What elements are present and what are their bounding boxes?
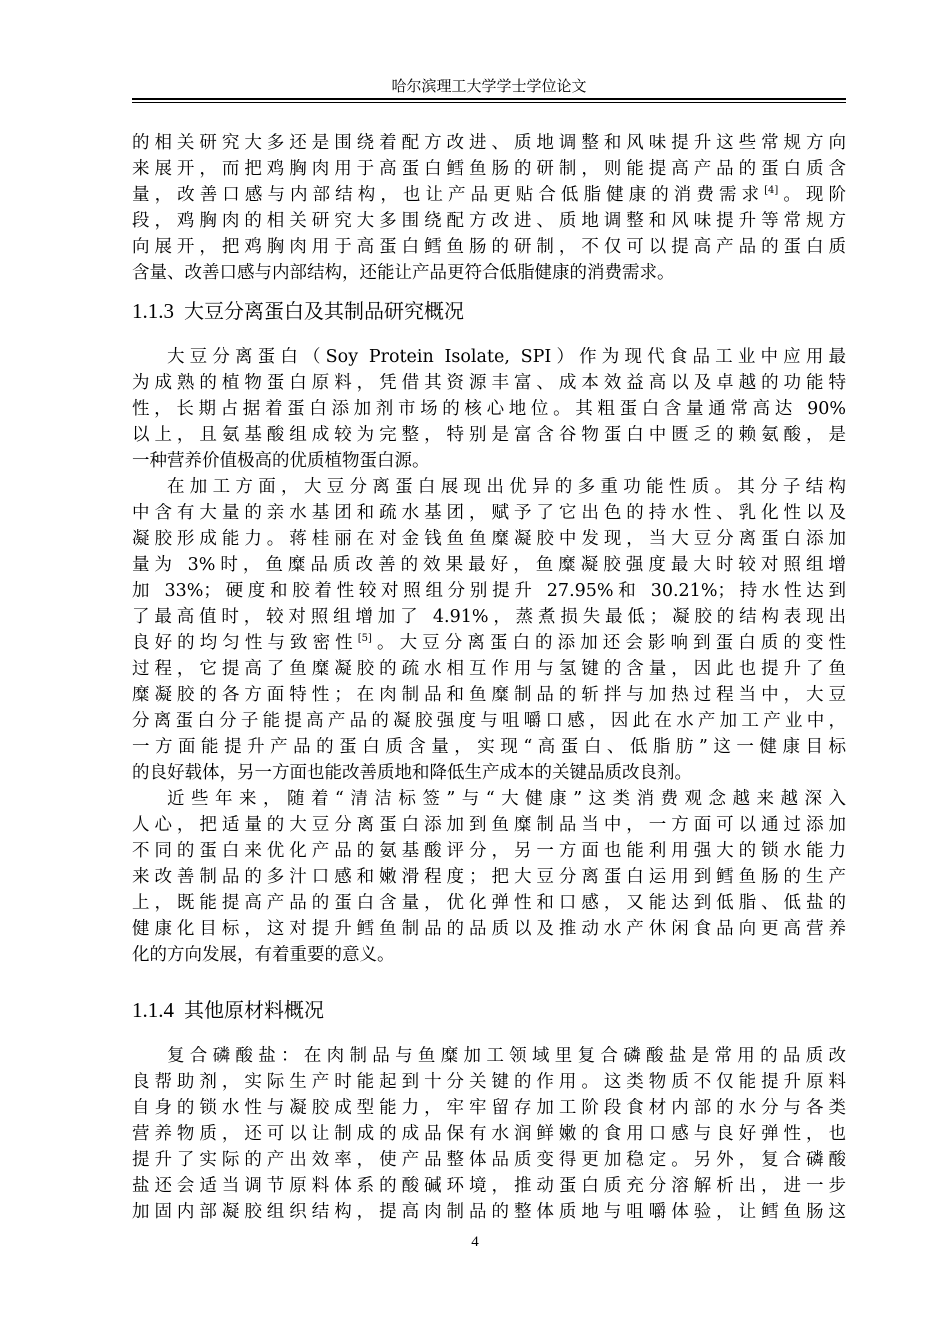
text-line bbox=[132, 630, 846, 656]
page-number: 4 bbox=[471, 1234, 479, 1250]
text-line: 分离蛋白分子能提高产品的凝胶强度与咀嚼口感，因此在水产加工产业中， bbox=[132, 711, 846, 731]
text-line: 了最高值时，较对照组增加了 4.91%，蒸煮损失最低；凝胶的结构表现出 bbox=[132, 607, 846, 627]
text-line: 的相关研究大多还是围绕着配方改进、质地调整和风味提升这些常规方向 bbox=[132, 133, 846, 153]
section-title: 其他原材料概况 bbox=[184, 998, 324, 1022]
citation-ref: [4] bbox=[764, 185, 779, 197]
text-line: 一种营养价值极高的优质植物蛋白源。 bbox=[132, 451, 430, 471]
text-segment: 。大豆分离蛋白的添加还会影响到蛋白质的变性 bbox=[371, 633, 847, 653]
text-line: 近些年来，随着“清洁标签”与“大健康”这类消费观念越来越深入 bbox=[167, 789, 846, 809]
spi-paragraph-3 bbox=[132, 786, 846, 968]
section-number: 1.1.3 bbox=[132, 299, 174, 323]
running-header: 哈尔滨理工大学学士学位论文 bbox=[391, 77, 587, 95]
section-heading-1-1-4 bbox=[132, 996, 846, 1024]
spi-paragraph-2 bbox=[132, 474, 846, 786]
text-line: 提升了实际的产出效率，使产品整体品质变得更加稳定。另外，复合磷酸 bbox=[132, 1150, 846, 1170]
text-line: 健康化目标，这对提升鳕鱼制品的品质以及推动水产休闲食品向更高营养 bbox=[132, 919, 846, 939]
text-line: 化的方向发展，有着重要的意义。 bbox=[132, 945, 395, 965]
text-line: 来改善制品的多汁口感和嫩滑程度；把大豆分离蛋白运用到鳕鱼肠的生产 bbox=[132, 867, 846, 887]
text-line: 加 33%；硬度和胶着性较对照组分别提升 27.95%和 30.21%；持水性达到 bbox=[132, 581, 846, 601]
text-line: 复合磷酸盐：在肉制品与鱼糜加工领域里复合磷酸盐是常用的品质改 bbox=[167, 1046, 846, 1066]
section-heading-1-1-3 bbox=[132, 297, 846, 325]
text-line: 良帮助剂，实际生产时能起到十分关键的作用。这类物质不仅能提升原料 bbox=[132, 1072, 846, 1092]
text-line: 来展开，而把鸡胸肉用于高蛋白鳕鱼肠的研制，则能提高产品的蛋白质含 bbox=[132, 159, 846, 179]
text-line: 在加工方面，大豆分离蛋白展现出优异的多重功能性质。其分子结构 bbox=[167, 477, 846, 497]
text-line: 的良好载体，另一方面也能改善质地和降低生产成本的关键品质改良剂。 bbox=[132, 763, 692, 783]
text-line: 以上，且氨基酸组成较为完整，特别是富含谷物蛋白中匮乏的赖氨酸，是 bbox=[132, 425, 846, 445]
citation-ref: [5] bbox=[357, 633, 372, 645]
text-line: 为成熟的植物蛋白原料，凭借其资源丰富、成本效益高以及卓越的功能特 bbox=[132, 373, 846, 393]
text-line: 不同的蛋白来优化产品的氨基酸评分，另一方面也能利用强大的锁水能力 bbox=[132, 841, 846, 861]
text-line: 向展开，把鸡胸肉用于高蛋白鳕鱼肠的研制，不仅可以提高产品的蛋白质 bbox=[132, 237, 846, 257]
text-line: 量为 3%时，鱼糜品质改善的效果最好，鱼糜凝胶强度最大时较对照组增 bbox=[132, 555, 846, 575]
header-rule bbox=[132, 98, 846, 100]
text-line: 盐还会适当调节原料体系的酸碱环境，推动蛋白质充分溶解析出，进一步 bbox=[132, 1176, 846, 1196]
text-line: 人心，把适量的大豆分离蛋白添加到鱼糜制品当中，一方面可以通过添加 bbox=[132, 815, 846, 835]
text-line: 性，长期占据着蛋白添加剂市场的核心地位。其粗蛋白含量通常高达 90% bbox=[132, 399, 846, 419]
text-line: 含量、改善口感与内部结构，还能让产品更符合低脂健康的消费需求。 bbox=[132, 263, 675, 283]
intro-paragraph bbox=[132, 130, 846, 286]
text-segment: 量，改善口感与内部结构，也让产品更贴合低脂健康的消费需求 bbox=[132, 185, 765, 205]
text-line: 上，既能提高产品的蛋白含量，优化弹性和口感，又能达到低脂、低盐的 bbox=[132, 893, 846, 913]
text-line: 过程，它提高了鱼糜凝胶的疏水相互作用与氢键的含量，因此也提升了鱼 bbox=[132, 659, 846, 679]
text-line bbox=[132, 182, 846, 208]
header-rule-secondary bbox=[132, 102, 846, 103]
section-number: 1.1.4 bbox=[132, 998, 174, 1022]
phosphate-paragraph bbox=[132, 1043, 846, 1225]
text-segment: 。现阶 bbox=[778, 185, 847, 205]
text-line: 中含有大量的亲水基团和疏水基团，赋予了它出色的持水性、乳化性以及 bbox=[132, 503, 846, 523]
text-line: 自身的锁水性与凝胶成型能力，牢牢留存加工阶段食材内部的水分与各类 bbox=[132, 1098, 846, 1118]
text-segment: 良好的均匀性与致密性 bbox=[132, 633, 358, 653]
text-line: 段，鸡胸肉的相关研究大多围绕配方改进、质地调整和风味提升等常规方 bbox=[132, 211, 846, 231]
text-line: 大豆分离蛋白（Soy Protein Isolate, SPI）作为现代食品工业中应用最 bbox=[167, 347, 846, 367]
spi-paragraph-1 bbox=[132, 344, 846, 474]
text-line: 营养物质，还可以让制成的成品保有水润鲜嫩的食用口感与良好弹性，也 bbox=[132, 1124, 846, 1144]
text-line: 凝胶形成能力。蒋桂丽在对金钱鱼鱼糜凝胶中发现，当大豆分离蛋白添加 bbox=[132, 529, 846, 549]
text-line: 加固内部凝胶组织结构，提高肉制品的整体质地与咀嚼体验，让鳕鱼肠这 bbox=[132, 1202, 846, 1222]
text-line: 一方面能提升产品的蛋白质含量，实现“高蛋白、低脂肪”这一健康目标 bbox=[132, 737, 846, 757]
text-line: 糜凝胶的各方面特性；在肉制品和鱼糜制品的斩拌与加热过程当中，大豆 bbox=[132, 685, 846, 705]
section-title: 大豆分离蛋白及其制品研究概况 bbox=[184, 299, 464, 323]
